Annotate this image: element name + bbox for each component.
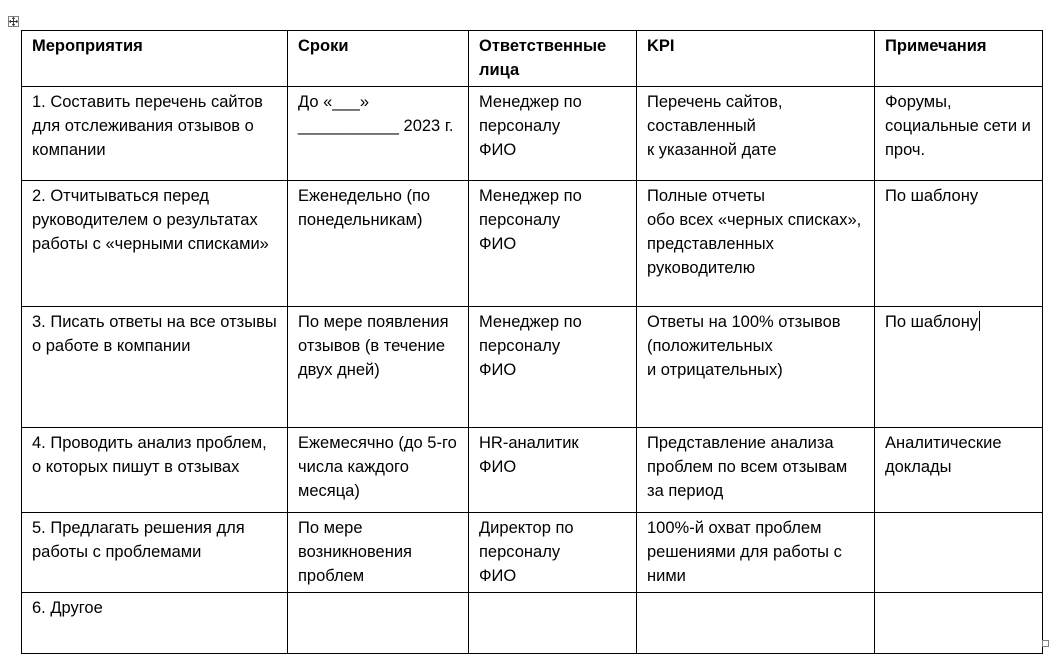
header-events[interactable]: Мероприятия <box>22 31 288 87</box>
cell-responsible[interactable]: Менеджер по персоналу ФИО <box>469 87 637 181</box>
table-row <box>22 181 1043 307</box>
cell-responsible[interactable] <box>469 593 637 654</box>
cell-note-active[interactable] <box>875 307 1043 428</box>
cell-responsible[interactable]: Директор по персоналу ФИО <box>469 513 637 593</box>
cell-kpi[interactable] <box>637 593 875 654</box>
header-deadlines[interactable]: Сроки <box>288 31 469 87</box>
cell-event[interactable]: 1. Составить перечень сайтов для отслеживания отзывов о компании <box>22 87 288 181</box>
cell-deadline[interactable] <box>288 593 469 654</box>
cell-kpi[interactable]: Перечень сайтов, составленный к указанной дате <box>637 87 875 181</box>
table-row <box>22 513 1043 593</box>
table-resize-handle[interactable] <box>1042 640 1049 647</box>
cell-responsible[interactable]: HR-аналитик ФИО <box>469 428 637 513</box>
cell-deadline[interactable]: Еженедельно (по понедельникам) <box>288 181 469 307</box>
cell-kpi[interactable]: Полные отчеты обо всех «черных списках», представленных руководителю <box>637 181 875 307</box>
cell-responsible[interactable]: Менеджер по персоналу ФИО <box>469 307 637 428</box>
table-row <box>22 87 1043 181</box>
table-row <box>22 593 1043 654</box>
cell-note[interactable]: Аналитические доклады <box>875 428 1043 513</box>
cell-note[interactable] <box>875 513 1043 593</box>
table-row <box>22 307 1043 428</box>
header-kpi[interactable]: KPI <box>637 31 875 87</box>
cell-event[interactable]: 4. Проводить анализ проблем, о которых пишут в отзывах <box>22 428 288 513</box>
cell-deadline[interactable]: Ежемесячно (до 5-го числа каждого месяца) <box>288 428 469 513</box>
cell-note[interactable]: По шаблону <box>875 181 1043 307</box>
cell-event[interactable]: 2. Отчитываться перед руководителем о результатах работы с «черными списками» <box>22 181 288 307</box>
move-arrows-icon <box>9 17 18 26</box>
cell-event[interactable]: 5. Предлагать решения для работы с проблемами <box>22 513 288 593</box>
table-move-handle[interactable] <box>8 16 19 27</box>
cell-kpi[interactable]: Ответы на 100% отзывов (положительных и отрицательных) <box>637 307 875 428</box>
header-responsible[interactable]: Ответственные лица <box>469 31 637 87</box>
table-header-row <box>22 31 1043 87</box>
table-row <box>22 428 1043 513</box>
cell-deadline[interactable]: По мере появления отзывов (в течение двух дней) <box>288 307 469 428</box>
cell-event[interactable]: 3. Писать ответы на все отзывы о работе в компании <box>22 307 288 428</box>
cell-note[interactable] <box>875 593 1043 654</box>
cell-kpi[interactable]: 100%-й охват проблем решениями для работы с ними <box>637 513 875 593</box>
text-caret <box>979 311 980 331</box>
cell-kpi[interactable]: Представление анализа проблем по всем отзывам за период <box>637 428 875 513</box>
cell-note[interactable]: Форумы, социальные сети и проч. <box>875 87 1043 181</box>
cell-event[interactable]: 6. Другое <box>22 593 288 654</box>
cell-note-text: По шаблону <box>885 313 979 331</box>
cell-deadline[interactable]: До «___» ___________ 2023 г. <box>288 87 469 181</box>
action-plan-table <box>21 30 1043 654</box>
cell-responsible[interactable]: Менеджер по персоналу ФИО <box>469 181 637 307</box>
cell-deadline[interactable]: По мере возникновения проблем <box>288 513 469 593</box>
header-notes[interactable]: Примечания <box>875 31 1043 87</box>
